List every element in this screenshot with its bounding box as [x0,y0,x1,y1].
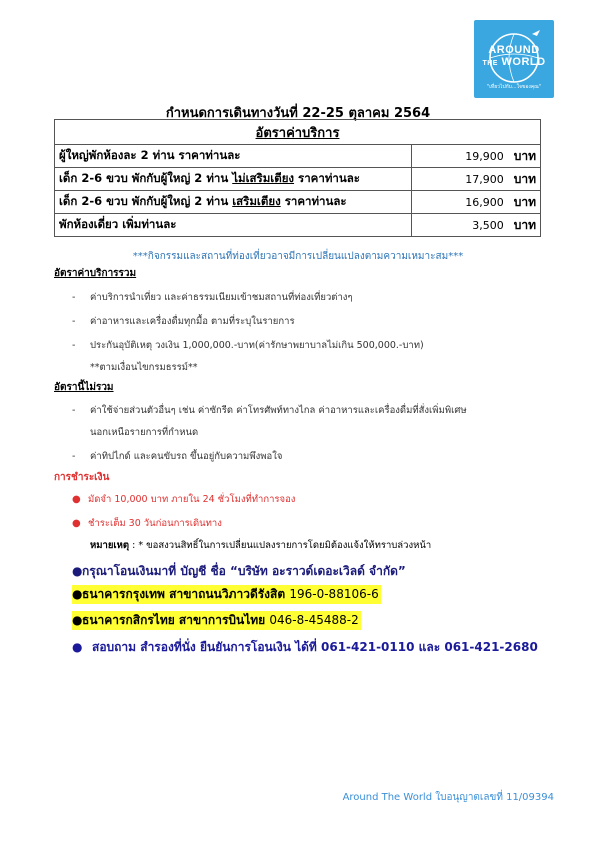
included-item: - ค่าอาหารและเครื่องดื่มทุกมื้อ ตามที่ระบุในรายการ [72,316,295,327]
rate-label: พักห้องเดี่ยว เพิ่มท่านละ [55,214,412,237]
activity-change-note: ***กิจกรรมและสถานที่ท่องเที่ยวอาจมีการเปลี่ยนแปลงตามความเหมาะสม*** [132,251,464,262]
excluded-item: - ค่าใช้จ่ายส่วนตัวอื่นๆ เช่น ค่าซักรีด ค่าโทรศัพท์ทางไกล ค่าอาหารและเครื่องดื่มที่สั่งเพิ่มพิเศษ [72,405,467,416]
trip-date-title: กำหนดการเดินทางวันที่ 22-25 ตุลาคม 2564 [165,106,431,121]
company-logo [474,20,554,98]
bullet-icon: ● [72,518,81,529]
excluded-item-continued: นอกเหนือรายการที่กำหนด [90,427,199,438]
rate-price: 16,900 บาท [412,191,541,214]
payment-heading: การชำระเงิน [54,472,110,483]
bank-account-kasikorn: ●ธนาคารกสิกรไทย สาขาการบินไทย 046-8-45488-2 [72,611,361,630]
logo-line-1: AROUND [488,44,540,56]
rate-price: 3,500 บาท [412,214,541,237]
bullet-icon: ● [72,564,83,578]
rate-row [55,191,541,214]
bullet-icon: ● [72,640,83,654]
logo-tagline: "เที่ยวไปกับ...ใจของคุณ" [486,84,542,90]
excluded-item: - ค่าทิปไกด์ และคนขับรถ ขึ้นอยู่กับความพึงพอใจ [72,451,283,462]
license-footer: Around The World ใบอนุญาตเลขที่ 11/09394 [342,792,554,803]
insurance-condition: **ตามเงื่อนไขกรมธรรม์** [90,362,198,373]
remark: หมายเหตุ : * ขอสงวนสิทธิ์ในการเปลี่ยนแปลงรายการโดยมิต้องแจ้งให้ทราบล่วงหน้า [90,540,432,551]
rate-label: เด็ก 2-6 ขวบ พักกับผู้ใหญ่ 2 ท่าน เสริมเตียง ราคาท่านละ [55,191,412,214]
rates-header: อัตราค่าบริการ [55,120,541,145]
rate-row [55,214,541,237]
rate-price: 19,900 บาท [412,145,541,168]
included-heading: อัตราค่าบริการรวม [54,268,137,279]
payment-item: ● ชำระเต็ม 30 วันก่อนการเดินทาง [72,518,222,529]
bullet-icon: ● [72,494,81,505]
rate-label: เด็ก 2-6 ขวบ พักกับผู้ใหญ่ 2 ท่าน ไม่เสริมเตียง ราคาท่านละ [55,168,412,191]
contact-info: ● สอบถาม สำรองที่นั่ง ยืนยันการโอนเงิน ได้ที่ 061-421-0110 และ 061-421-2680 [72,640,538,654]
transfer-instruction: ●กรุณาโอนเงินมาที่ บัญชี ชื่อ “บริษัท อะราวด์เดอะเวิลด์ จำกัด” [72,564,406,578]
included-item: - ค่าบริการนำเที่ยว และค่าธรรมเนียมเข้าชมสถานที่ท่องเที่ยวต่างๆ [72,292,353,303]
bullet-icon: ● [72,613,83,627]
rate-row [55,145,541,168]
rate-price: 17,900 บาท [412,168,541,191]
rate-row [55,168,541,191]
rate-label: ผู้ใหญ่พักห้องละ 2 ท่าน ราคาท่านละ [55,145,412,168]
included-item: - ประกันอุบัติเหตุ วงเงิน 1,000,000.-บาท(ค่ารักษาพยาบาลไม่เกิน 500,000.-บาท) [72,340,424,351]
bank-account-bangkok: ●ธนาคารกรุงเทพ สาขาถนนวิภาวดีรังสิต 196-0-88106-6 [72,585,381,604]
bullet-icon: ● [72,587,83,601]
rates-table [54,119,541,237]
excluded-heading: อัตรานี้ไม่รวม [54,382,114,393]
payment-item: ● มัดจำ 10,000 บาท ภายใน 24 ชั่วโมงที่ทำการจอง [72,494,296,505]
logo-line-2: THE WORLD [482,56,546,68]
